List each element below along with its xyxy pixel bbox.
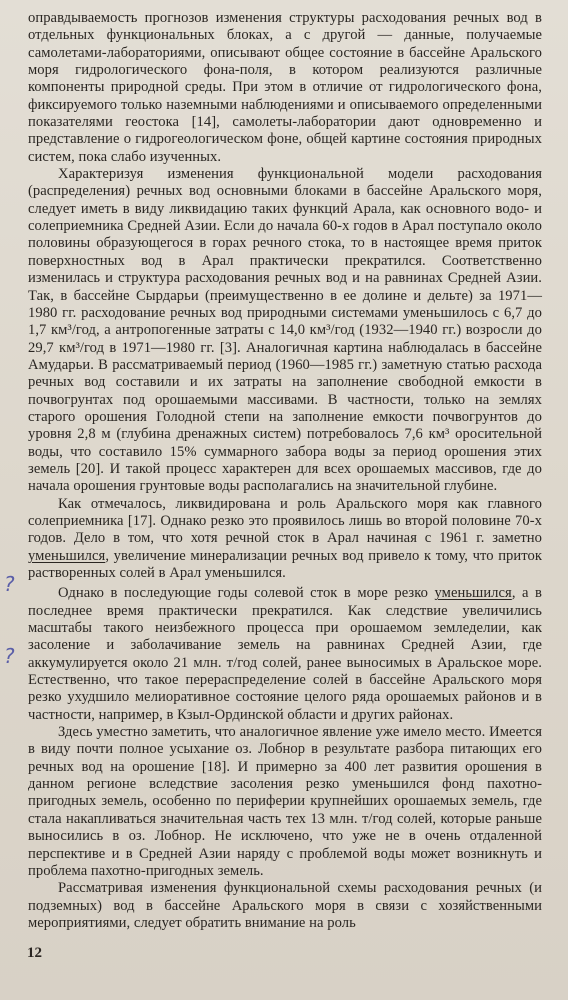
margin-question-mark: ? [4,572,15,596]
paragraph-3: Как отмечалось, ликвидирована и роль Аральского моря как главного солеприемника [17]. Однако резко это проявилось лишь во второй половине 70-х годов. Дело в том, что хотя речной сток в Арал начиная с 1961 г. заметно уменьшился, увеличение минерализации речных вод привело к тому, что приток растворенных солей в Арал уменьшился. [28,495,542,581]
margin-question-mark: ? [4,644,15,668]
underlined-word: уменьшился [28,547,106,564]
underlined-word: уменьшился [434,585,512,602]
paragraph-2: Характеризуя изменения функциональной модели расходования (распределения) речных вод основными блоками в бассейне Аральского моря, следует иметь в виду ликвидацию таких функций Арала, как основного водо- и солеприемника Средней Азии. Если до начала 60-х годов в Арал поступало около половины образующегося в горах речного стока, то в настоящее время приток поверхностных вод в Арал практически прекратился. Соответственно изменилась и структура расходования речных вод и на равнинах Средней Азии. Так, в бассейне Сырдарьи (преимущественно в ее долине и дельте) за 1971—1980 гг. расходование речных вод природными системами уменьшилось с 6,7 до 1,7 км³/год, а антропогенные затраты с 14,0 км³/год (1932—1940 гг.) возросли до 29,7 км³/год в 1971—1980 гг. [3]. Аналогичная картина наблюдалась в бассейне Амударьи. В рассматриваемый период (1960—1985 гг.) заметную статью расхода речных вод составили и их затраты на заполнение свободной емкости в почвогрунтах под орошаемыми массивами. В частности, только на землях старого орошения Голодной степи на заполнение емкости почвогрунтов до уровня 2,8 м (глубина дренажных систем) потребовалось 7,6 км³ оросительной воды, что составило 15% суммарного забора воды за период орошения этих земель [20]. И такой процесс характерен для всех орошаемых массивов, где до начала орошения грунтовые воды располагались на значительной глубине. [28,166,542,495]
paragraph-5: Здесь уместно заметить, что аналогичное явление уже имело место. Имеется в виду почти полное усыхание оз. Лобнор в результате разбора питающих его речных вод на орошение [18]. И примерно за 400 лет развития орошения в данном регионе вследствие засоления резко уменьшился фонд пахотно-пригодных земель, особенно по периферии крупнейших орошаемых земель, где стала накапливаться значительная часть тех 13 млн. т/год солей, которые раньше выносились в оз. Лобнор. Не исключено, что уже не в очень отдаленной перспективе и в Средней Азии наряду с проблемой воды может возникнуть и проблема пахотно-пригодных земель. [28,724,542,879]
body-text [28,10,542,932]
paragraph-1: оправдываемость прогнозов изменения структуры расходования речных вод в отдельных функциональных блоках, а с другой — данные, получаемые самолетами-лабораториями, описывают общее состояние в бассейне Аральского моря гидрологического фона-поля, в котором реализуются различные компоненты природной среды. При этом в отличие от гидрологического фона, фиксируемого только наземными наблюдениями и описываемого определенными показателями геостока [14], самолеты-лаборатории дают одновременно и представление о гидрогеологическом фоне, общей картине состояния природных систем, пока слабо изученных. [28,10,542,165]
page-number: 12 [27,945,42,961]
paragraph-4: Однако в последующие годы солевой сток в море резко уменьшился, а в последнее время практически прекратился. Как следствие увеличились масштабы такого неизбежного процесса при орошаемом земледелии, как засоление и заболачивание земель на равнинах Средней Азии, где аккумулируется около 21 млн. т/год солей, ранее выносимых в Аральское море. Естественно, что такое перераспределение солей в бассейне Аральского моря резко ухудшило мелиоративное состояние целого ряда орошаемых районов и в частности, например, в Кзыл-Ординской области и других районах. [28,585,542,723]
paragraph-6: Рассматривая изменения функциональной схемы расходования речных (и подземных) вод в бассейне Аральского моря в связи с хозяйственными мероприятиями, следует обратить внимание на роль [28,880,542,931]
